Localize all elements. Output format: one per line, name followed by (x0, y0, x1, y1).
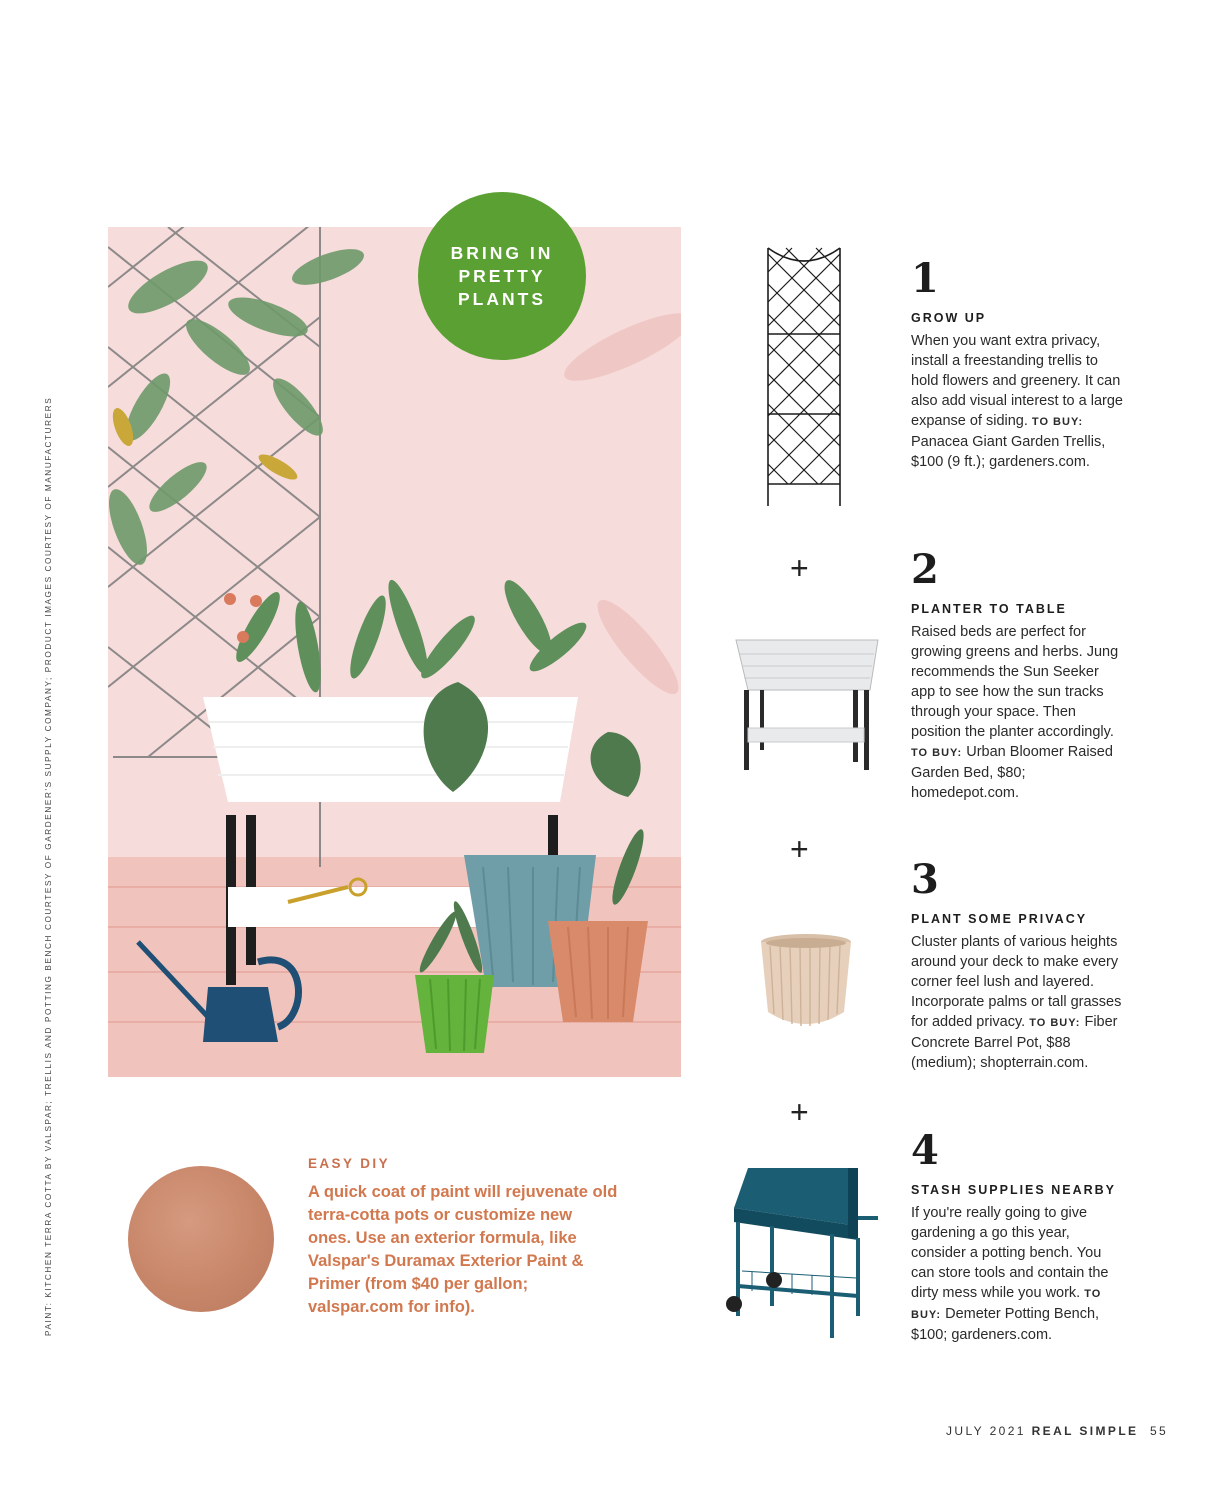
item-number: 4 (911, 1127, 939, 1174)
planter-product-image (734, 634, 880, 779)
plus-sign: + (790, 831, 809, 867)
to-buy-text: Urban Bloomer Raised Garden Bed, $80; homedepot.com. (911, 744, 1113, 801)
item-body (911, 622, 1126, 803)
to-buy-text: Panacea Giant Garden Trellis, $100 (9 ft.); gardeners.com. (911, 434, 1106, 470)
to-buy-label: TO BUY: (1031, 416, 1084, 428)
item-2 (911, 546, 1126, 803)
item-text: If you're really going to give gardening a go this year, consider a potting bench. You can store tools and contain the dirty mess while you work. (911, 1205, 1109, 1301)
item-body (911, 932, 1126, 1073)
photo-credit: PAINT: KITCHEN TERRA COTTA BY VALSPAR; TRELLIS AND POTTING BENCH COURTESY OF GARDENER'S SUPPLY COMPANY; PRODUCT IMAGES COURTESY OF MANUFACTURERS (44, 396, 53, 1336)
diy-text: A quick coat of paint will rejuvenate old terra-cotta pots or customize new ones. Use an exterior formula, like Valspar's Duramax Exterior Paint & Primer (from $40 per gallon; valspar.com for info). (308, 1183, 618, 1316)
item-body (911, 1203, 1126, 1345)
item-text: Cluster plants of various heights around your deck to make every corner feel lush and layered. Incorporate palms or tall grasses for added privacy. (911, 934, 1122, 1030)
page-folio (946, 1424, 1168, 1438)
plus-sign: + (790, 550, 809, 586)
to-buy-label: TO BUY: (911, 747, 963, 759)
diy-heading: EASY DIY (308, 1156, 390, 1171)
item-number: 1 (911, 255, 939, 302)
item-text: Raised beds are perfect for growing greens and herbs. Jung recommends the Sun Seeker app to see how the sun tracks through your space. Then position the planter accordingly. (911, 624, 1119, 740)
paint-swatch (128, 1166, 274, 1312)
item-text: When you want extra privacy, install a freestanding trellis to hold flowers and greenery. It can also add visual interest to a large expanse of siding. (911, 333, 1123, 429)
pot-product-image (758, 932, 854, 1039)
item-3 (911, 856, 1126, 1073)
to-buy-text: Demeter Potting Bench, $100; gardeners.com. (911, 1306, 1100, 1343)
badge-text: BRING IN PRETTY PLANTS (450, 242, 554, 309)
item-1 (911, 255, 1126, 472)
plus-sign: + (790, 1094, 809, 1130)
folio-date: JULY 2021 (946, 1424, 1026, 1438)
item-4 (911, 1127, 1126, 1345)
item-heading: PLANT SOME PRIVACY (911, 912, 1088, 926)
item-heading: STASH SUPPLIES NEARBY (911, 1183, 1116, 1197)
trellis-product-image (764, 244, 844, 513)
easy-diy (308, 1156, 618, 1319)
to-buy-label: TO BUY: (1029, 1017, 1081, 1029)
item-number: 3 (911, 856, 939, 903)
to-buy-label: TO BUY: (911, 1288, 1102, 1321)
folio-magazine: REAL SIMPLE (1031, 1424, 1139, 1438)
item-body (911, 331, 1126, 472)
item-heading: GROW UP (911, 311, 987, 325)
item-heading: PLANTER TO TABLE (911, 602, 1067, 616)
to-buy-text: Fiber Concrete Barrel Pot, $88 (medium); shopterrain.com. (911, 1014, 1118, 1071)
section-badge (418, 192, 586, 360)
bench-product-image (722, 1166, 882, 1347)
plant-illustration (108, 227, 681, 1077)
item-number: 2 (911, 546, 939, 593)
page-number: 55 (1149, 1424, 1169, 1438)
